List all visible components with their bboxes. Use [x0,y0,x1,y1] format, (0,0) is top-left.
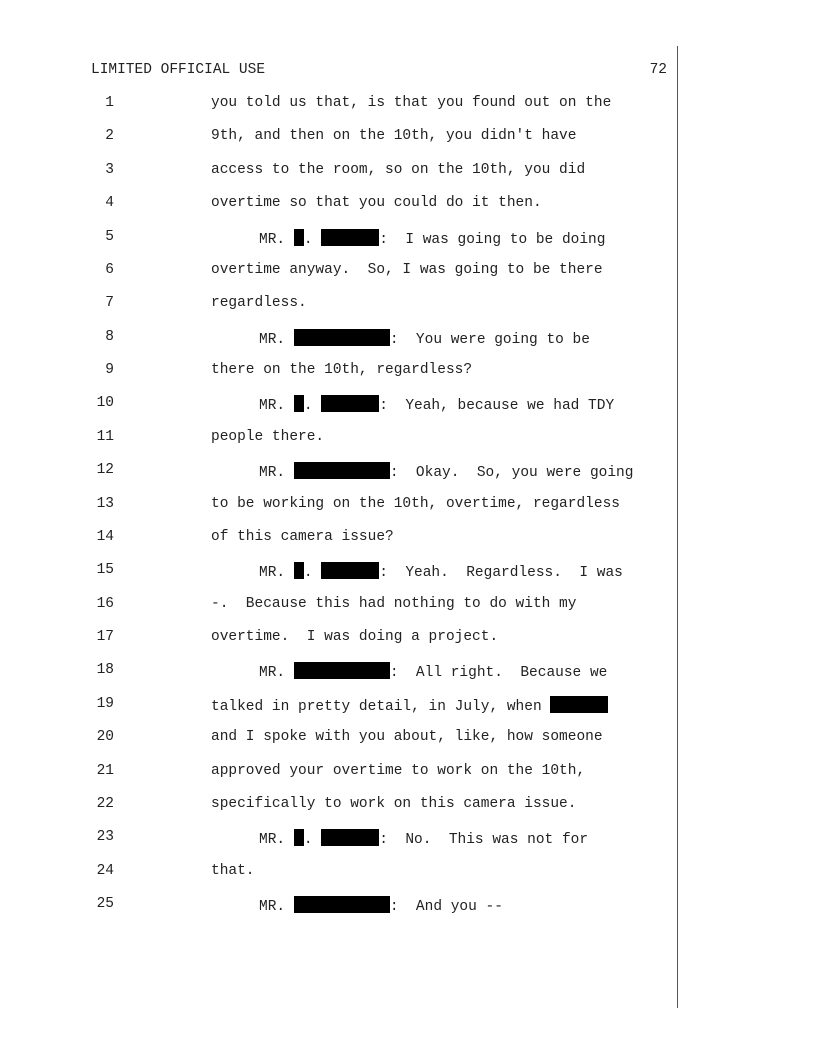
line-text [259,329,590,348]
line-text [211,195,542,211]
text-segment: MR. [259,665,294,682]
redaction-box [294,329,390,346]
transcript-line [0,229,816,251]
text-segment: overtime. I was doing a project. [211,629,499,646]
redaction-box [294,662,390,679]
line-number: 18 [96,662,114,679]
text-segment: : Okay. So, you were going [389,465,634,482]
transcript-line [0,696,816,718]
text-segment: specifically to work on this camera issue. [211,795,577,812]
transcript-line [0,128,816,150]
text-segment: : I was going to be doing [379,231,606,248]
line-text [211,162,585,178]
text-segment: MR. [259,331,294,348]
text-segment: . [303,398,322,415]
text-segment: . [303,565,322,582]
text-segment: : All right. Because we [389,665,608,682]
transcript-line [0,562,816,584]
line-text [259,229,605,248]
line-text [211,128,576,144]
transcript-line [0,796,816,818]
line-text [259,562,623,581]
text-segment: overtime anyway. So, I was going to be there [211,261,603,278]
line-text [211,796,576,812]
text-segment: to be working on the 10th, overtime, regardless [211,495,620,512]
transcript-line [0,295,816,317]
line-number: 6 [105,261,114,278]
redaction-box [294,562,304,579]
redaction-box [294,829,304,846]
transcript-line [0,829,816,851]
transcript-line [0,195,816,217]
redaction-box [294,896,390,913]
line-text [211,262,603,278]
redaction-box [321,395,379,412]
line-text [259,896,503,915]
text-segment: MR. [259,565,294,582]
text-segment: access to the room, so on the 10th, you did [211,161,586,178]
line-text [211,696,608,715]
transcript-line [0,429,816,451]
transcript-line [0,596,816,618]
line-number: 20 [96,729,114,746]
line-number: 1 [105,95,114,111]
redaction-box [321,562,379,579]
text-segment: : Yeah, because we had TDY [379,398,615,415]
redaction-box [321,229,379,246]
text-segment: . [303,231,322,248]
line-text [259,662,607,681]
transcript-line [0,162,816,184]
line-text [259,829,588,848]
text-segment: and I spoke with you about, like, how someone [211,729,603,746]
line-number: 8 [105,328,114,345]
line-number: 10 [96,395,114,412]
text-segment: MR. [259,899,294,916]
text-segment: : Yeah. Regardless. I was [379,565,623,582]
text-segment: MR. [259,832,294,849]
text-segment: of this camera issue? [211,528,394,545]
text-segment: : You were going to be [389,331,590,348]
line-number: 25 [96,896,114,913]
line-text [211,295,307,311]
line-number: 21 [96,762,114,779]
line-number: 11 [96,428,114,445]
line-text [211,763,585,779]
line-text [211,429,324,445]
transcript-line [0,95,816,117]
text-segment: approved your overtime to work on the 10th, [211,762,586,779]
text-segment: you told us that, is that you found out on the [211,95,612,111]
line-number: 13 [96,495,114,512]
transcript-line [0,729,816,751]
text-segment: overtime so that you could do it then. [211,195,542,212]
transcript-line [0,395,816,417]
redaction-box [294,462,390,479]
line-number: 22 [96,795,114,812]
transcript-line [0,329,816,351]
line-number: 23 [96,829,114,846]
redaction-box [294,229,304,246]
transcript-line [0,362,816,384]
text-segment: MR. [259,231,294,248]
text-segment: talked in pretty detail, in July, when [211,698,551,715]
line-number: 19 [96,695,114,712]
classification-marking: LIMITED OFFICIAL USE [91,62,266,78]
text-segment: 9th, and then on the 10th, you didn't have [211,128,577,145]
redaction-box [294,395,304,412]
redaction-box [550,696,608,713]
line-text [259,395,614,414]
line-text [211,95,611,111]
line-text [211,863,255,879]
line-number: 14 [96,528,114,545]
line-number: 17 [96,629,114,646]
line-text [259,462,633,481]
transcript-line [0,863,816,885]
redaction-box [321,829,379,846]
line-number: 7 [105,295,114,312]
text-segment: people there. [211,428,325,445]
line-number: 12 [96,462,114,479]
text-segment: MR. [259,398,294,415]
transcript-line [0,262,816,284]
line-number: 5 [105,228,114,245]
transcript-line [0,496,816,518]
line-text [211,496,620,512]
line-number: 16 [96,595,114,612]
line-text [211,629,498,645]
text-segment: MR. [259,465,294,482]
text-segment: there on the 10th, regardless? [211,362,473,379]
line-text [211,362,472,378]
transcript-line [0,896,816,918]
line-text [211,596,576,612]
transcript-line [0,462,816,484]
line-number: 2 [105,128,114,145]
line-number: 15 [96,562,114,579]
line-number: 24 [96,862,114,879]
line-number: 9 [105,362,114,379]
transcript-line [0,529,816,551]
line-text [211,529,394,545]
transcript-line [0,662,816,684]
line-text [211,729,603,745]
transcript-line [0,763,816,785]
text-segment: regardless. [211,295,307,312]
transcript-line [0,629,816,651]
line-number: 4 [105,195,114,212]
text-segment: that. [211,862,255,879]
line-number: 3 [105,161,114,178]
text-segment: : No. This was not for [379,832,589,849]
text-segment: -. Because this had nothing to do with my [211,595,577,612]
text-segment: . [303,832,322,849]
text-segment: : And you -- [389,899,503,916]
page-number: 72 [649,62,667,78]
